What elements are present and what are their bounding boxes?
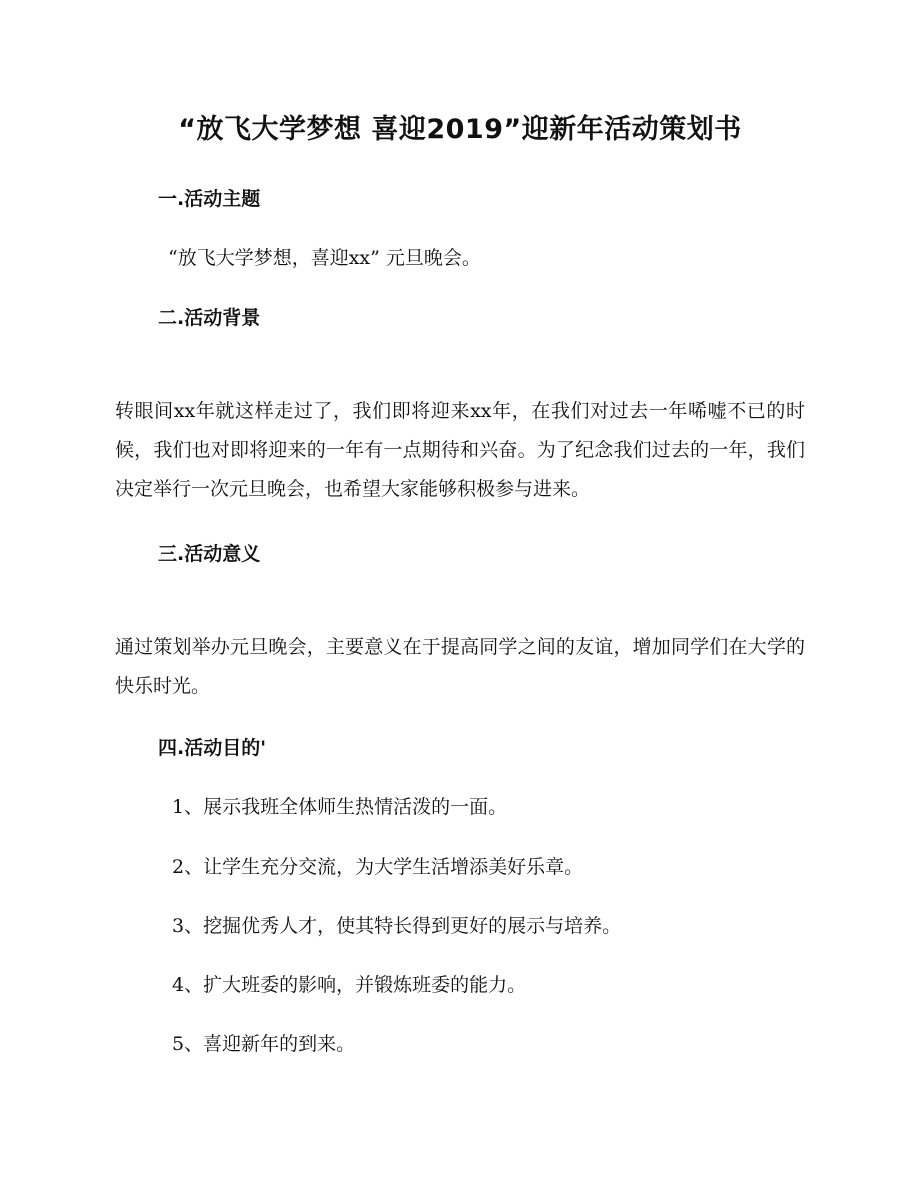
document-title: “放飞大学梦想 喜迎2019”迎新年活动策划书 <box>178 114 742 145</box>
section-body-background: 转眼间xx年就这样走过了，我们即将迎来xx年，在我们对过去一年唏嘘不已的时候，我们也对即将迎来的一年有一点期待和兴奋。为了纪念我们过去的一年，我们决定举行一次元旦晚会，也希望大家能够积极参与进来。 <box>115 400 805 500</box>
section-heading-purpose: 四.活动目的' <box>158 737 267 759</box>
section-body-theme: “放飞大学梦想，喜迎xx” 元旦晚会。 <box>168 247 481 269</box>
section-heading-background: 二.活动背景 <box>158 307 261 329</box>
section-heading-significance: 三.活动意义 <box>158 543 261 565</box>
section-body-significance: 通过策划举办元旦晚会，主要意义在于提高同学之间的友谊，增加同学们在大学的快乐时光。 <box>115 636 805 697</box>
purpose-list-item: 3、挖掘优秀人才，使其特长得到更好的展示与培养。 <box>172 915 622 937</box>
purpose-list-item: 2、让学生充分交流，为大学生活增添美好乐章。 <box>172 856 584 878</box>
purpose-list-item: 1、展示我班全体师生热情活泼的一面。 <box>172 796 508 818</box>
purpose-list-item: 4、扩大班委的影响，并锻炼班委的能力。 <box>172 974 527 996</box>
purpose-list-item: 5、喜迎新年的到来。 <box>172 1033 356 1055</box>
section-heading-theme: 一.活动主题 <box>158 188 261 210</box>
